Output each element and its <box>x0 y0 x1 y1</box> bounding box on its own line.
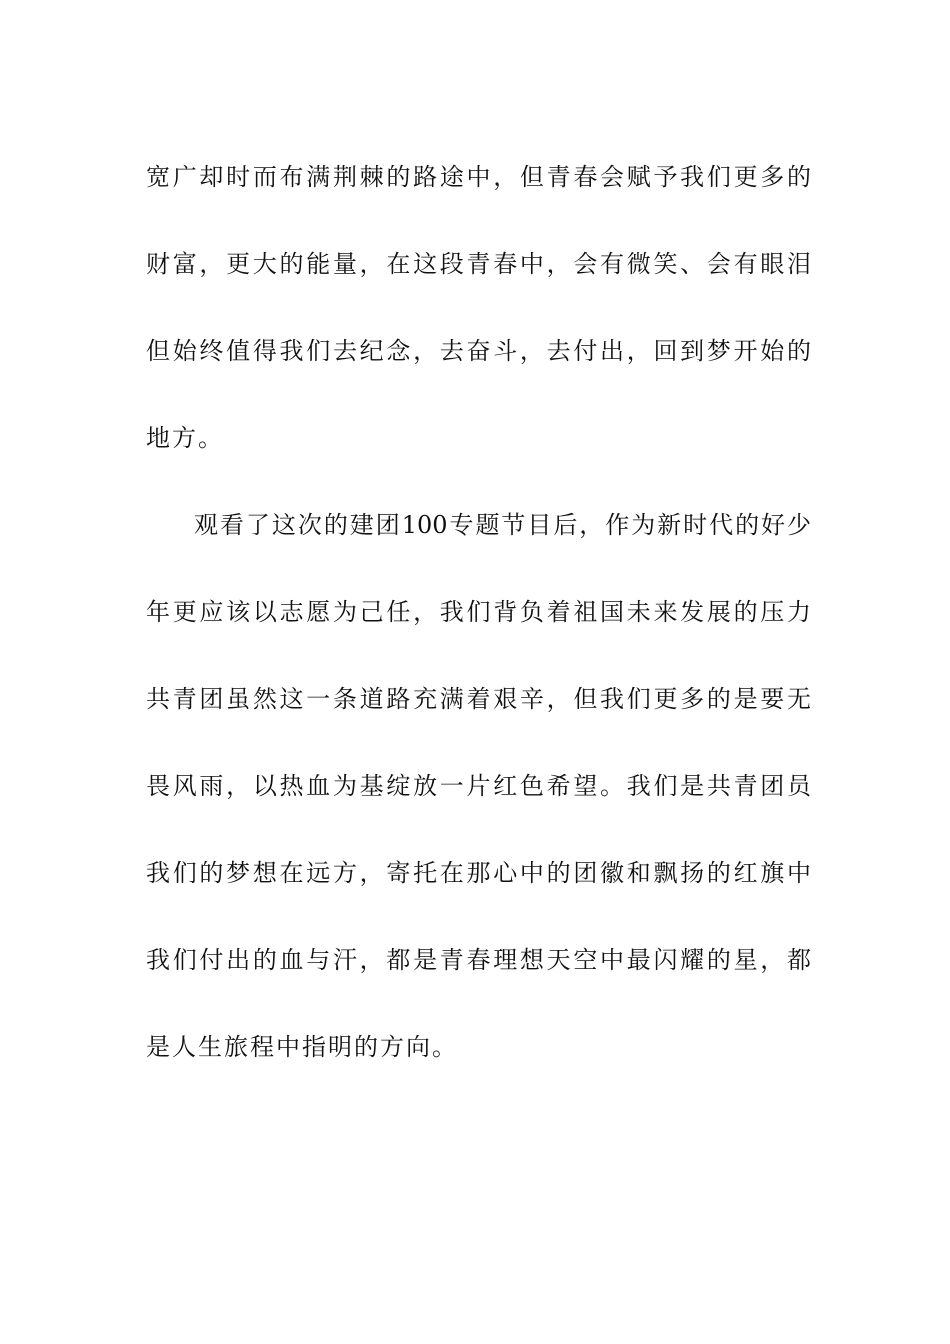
paragraph-line: 地方。 <box>146 424 224 452</box>
paragraph-line: 财富，更大的能量，在这段青春中，会有微笑、会有眼泪 <box>146 250 811 278</box>
paragraph-line: 但始终值得我们去纪念，去奋斗，去付出，回到梦开始的 <box>146 337 811 365</box>
document-body <box>146 134 811 1091</box>
paragraph-line: 畏风雨，以热血为基绽放一片红色希望。我们是共青团员 <box>146 772 811 800</box>
paragraph-line: 是人生旅程中指明的方向。 <box>146 1033 458 1061</box>
paragraph-2 <box>146 482 811 1091</box>
paragraph-line: 我们的梦想在远方，寄托在那心中的团徽和飘扬的红旗中 <box>146 859 811 887</box>
paragraph-line: 宽广却时而布满荆棘的路途中，但青春会赋予我们更多的 <box>146 163 811 191</box>
paragraph-line: 观看了这次的建团100专题节目后，作为新时代的好少 <box>194 511 811 539</box>
paragraph-line: 我们付出的血与汗，都是青春理想天空中最闪耀的星，都 <box>146 946 811 974</box>
paragraph-line: 年更应该以志愿为己任，我们背负着祖国未来发展的压力 <box>146 598 811 626</box>
paragraph-line: 共青团虽然这一条道路充满着艰辛，但我们更多的是要无 <box>146 685 811 713</box>
paragraph-1 <box>146 134 811 482</box>
